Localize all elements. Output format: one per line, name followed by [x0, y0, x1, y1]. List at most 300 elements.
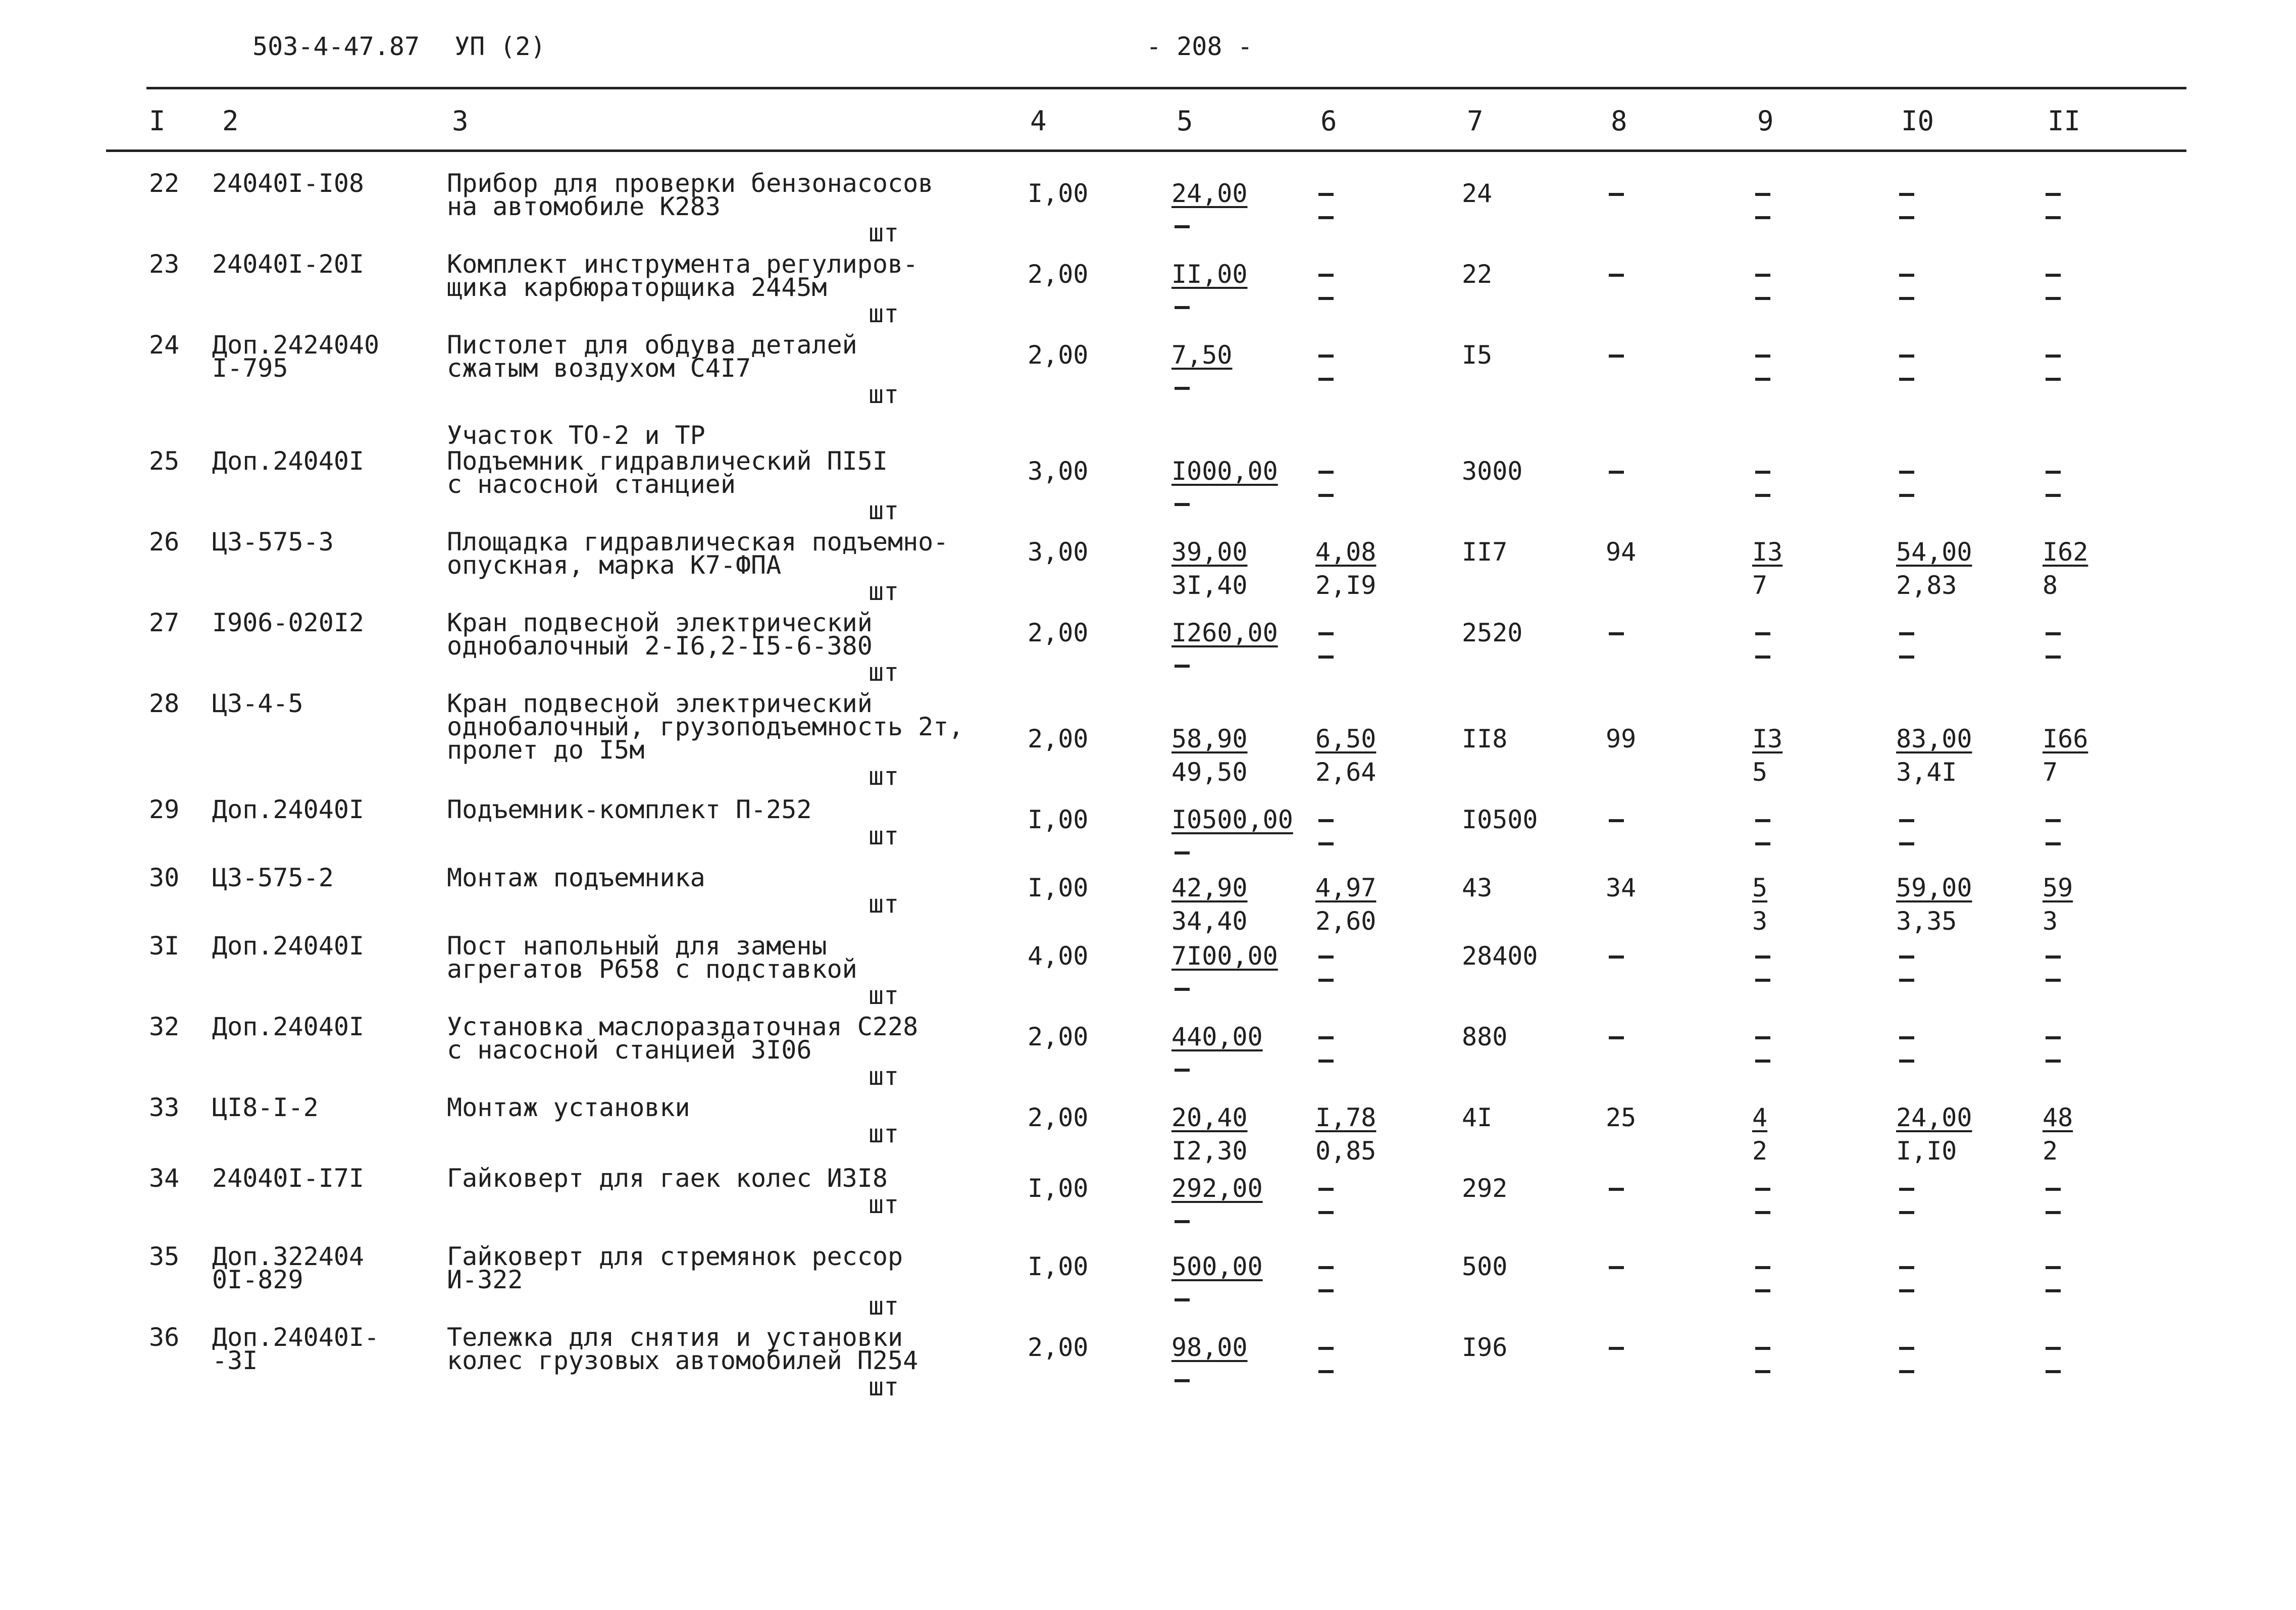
quantity: 2,00	[1028, 260, 1089, 289]
value-col-11	[2043, 1336, 2061, 1373]
value-bottom: 2,I9	[1315, 571, 1376, 600]
value-bottom: 2,60	[1315, 907, 1376, 936]
sheet-label: УП (2)	[454, 32, 546, 61]
value-col-6	[1315, 808, 1334, 845]
value-col-7: I96	[1462, 1333, 1508, 1362]
value-col-7: I5	[1462, 340, 1493, 370]
item-name-line: Гайковерт для гаек колес И3I8	[447, 1164, 888, 1193]
value-col-8: 94	[1606, 537, 1637, 567]
dash-mark	[1318, 378, 1334, 381]
value-col-9	[1752, 263, 1770, 300]
value-col-11	[2043, 1025, 2061, 1063]
item-name-line: с насосной станцией	[447, 470, 736, 499]
dash-mark	[1609, 955, 1624, 959]
dash-mark	[2046, 979, 2061, 982]
value-top: 20,40	[1171, 1103, 1248, 1132]
value-col-7: 2520	[1462, 618, 1523, 647]
dash-mark	[1899, 632, 1914, 635]
dash-mark	[2046, 1211, 2061, 1214]
dash-mark	[2046, 819, 2061, 822]
column-header-1: I	[149, 105, 166, 137]
item-name-line: Установка маслораздаточная С228	[447, 1012, 919, 1041]
dash-mark	[2046, 1370, 2061, 1373]
value-top: 59,00	[1896, 873, 1972, 902]
item-name	[447, 1093, 690, 1122]
value-col-7: 500	[1462, 1252, 1508, 1281]
unit-label: шт	[869, 889, 899, 919]
dash-mark	[1899, 819, 1914, 822]
item-code	[212, 608, 365, 637]
dash-mark	[1899, 494, 1914, 497]
column-header-10: I0	[1901, 105, 1934, 137]
unit-label: шт	[869, 496, 899, 525]
dash-mark	[1318, 979, 1334, 982]
value-bottom: 3	[2043, 907, 2058, 936]
dash-mark	[1899, 979, 1914, 982]
item-code-line: I906-020I2	[212, 608, 365, 637]
value-col-9	[1752, 1025, 1770, 1063]
value-col-5	[1171, 805, 1293, 854]
value-col-8: 34	[1606, 873, 1637, 902]
value-col-6	[1315, 621, 1334, 659]
dash-mark	[1755, 378, 1770, 381]
dash-mark	[1609, 632, 1624, 635]
dash-mark	[1175, 851, 1190, 854]
value-col-8	[1606, 1255, 1624, 1269]
dash-mark	[1318, 819, 1334, 822]
quantity: 2,00	[1028, 1022, 1089, 1051]
value-top: I3	[1752, 537, 1783, 567]
value-col-10	[1896, 460, 1914, 497]
dash-mark	[2046, 471, 2061, 474]
dash-mark	[1899, 1347, 1914, 1350]
row-number: 34	[149, 1164, 180, 1193]
quantity: 4,00	[1028, 941, 1089, 971]
row-number: 27	[149, 608, 180, 637]
quantity: 3,00	[1028, 537, 1089, 567]
value-col-10	[1896, 1025, 1914, 1063]
dash-mark	[1318, 193, 1334, 196]
value-col-6	[1315, 724, 1376, 787]
dash-mark	[1175, 988, 1190, 991]
value-col-10	[1896, 873, 1972, 936]
row-number: 32	[149, 1012, 180, 1041]
value-top: 42,90	[1171, 873, 1248, 902]
dash-mark	[1318, 1188, 1334, 1191]
value-bottom: 34,40	[1171, 907, 1248, 936]
value-col-5	[1171, 1252, 1263, 1301]
item-name-line: щика карбюраторщика 2445м	[447, 273, 827, 302]
unit-label: шт	[869, 1190, 899, 1219]
row-number: 24	[149, 330, 180, 360]
value-col-6	[1315, 873, 1376, 936]
unit-label: шт	[869, 1119, 899, 1148]
value-bottom: 3,35	[1896, 907, 1957, 936]
value-col-5	[1171, 457, 1278, 506]
value-bottom: 7	[1752, 571, 1768, 600]
item-name-line: на автомобиле К283	[447, 192, 721, 221]
value-col-10	[1896, 808, 1914, 845]
value-col-11	[2043, 621, 2061, 659]
dash-mark	[1755, 819, 1770, 822]
dash-mark	[1318, 632, 1334, 635]
unit-label: шт	[869, 218, 899, 247]
dash-mark	[1609, 1036, 1624, 1039]
value-col-9	[1752, 944, 1770, 982]
dash-mark	[1899, 1188, 1914, 1191]
value-bottom: 2	[2043, 1136, 2058, 1166]
column-header-9: 9	[1757, 105, 1774, 137]
value-col-8	[1606, 460, 1624, 474]
value-col-9	[1752, 537, 1783, 600]
dash-mark	[2046, 1188, 2061, 1191]
value-bottom: 8	[2043, 571, 2058, 600]
dash-mark	[1899, 1211, 1914, 1214]
value-bottom: 7	[2043, 758, 2058, 787]
item-name	[447, 689, 964, 765]
value-col-6	[1315, 1255, 1334, 1292]
dash-mark	[2046, 193, 2061, 196]
item-code	[212, 1242, 365, 1294]
value-col-11	[2043, 343, 2061, 381]
value-top: 39,00	[1171, 537, 1248, 567]
dash-mark	[2046, 1347, 2061, 1350]
dash-mark	[1175, 1298, 1190, 1301]
value-col-5	[1171, 537, 1248, 600]
item-code-line: 24040I-I7I	[212, 1164, 365, 1193]
quantity: I,00	[1028, 1252, 1089, 1281]
value-col-10	[1896, 621, 1914, 659]
value-col-6	[1315, 263, 1334, 300]
item-name	[447, 1012, 919, 1065]
value-col-7: I0500	[1462, 805, 1538, 834]
item-code-line: Доп.24040I	[212, 1012, 365, 1041]
value-bottom: 5	[1752, 758, 1768, 787]
item-code	[212, 527, 334, 557]
value-col-10	[1896, 263, 1914, 300]
value-bottom: I2,30	[1171, 1136, 1248, 1166]
row-number: 30	[149, 863, 180, 892]
value-top: 500,00	[1171, 1252, 1263, 1281]
value-top: 292,00	[1171, 1174, 1263, 1203]
value-col-5	[1171, 1333, 1248, 1382]
item-code	[212, 689, 303, 718]
value-col-10	[1896, 182, 1914, 219]
dash-mark	[2046, 955, 2061, 959]
dash-mark	[1318, 1060, 1334, 1063]
item-code-line: Ц3-575-2	[212, 863, 334, 892]
value-col-10	[1896, 343, 1914, 381]
item-name-line: Гайковерт для стремянок рессор	[447, 1242, 903, 1271]
dash-mark	[1318, 1036, 1334, 1039]
dash-mark	[1755, 216, 1770, 219]
item-code-line: Доп.322404	[212, 1242, 365, 1271]
row-number: 33	[149, 1093, 180, 1122]
unit-label: шт	[869, 380, 899, 409]
column-header-6: 6	[1320, 105, 1337, 137]
dash-mark	[1899, 297, 1914, 300]
value-top: 4,97	[1315, 873, 1376, 902]
value-col-5	[1171, 941, 1278, 991]
item-name-line: опускная, марка К7-ФПА	[447, 550, 782, 580]
value-bottom: 0,85	[1315, 1136, 1376, 1166]
item-name	[447, 169, 934, 221]
dash-mark	[2046, 632, 2061, 635]
row-number: 26	[149, 527, 180, 557]
item-code-line: Доп.24040I	[212, 446, 365, 476]
value-col-8	[1606, 1025, 1624, 1039]
column-header-3: 3	[452, 105, 469, 137]
dash-mark	[1899, 955, 1914, 959]
item-name	[447, 1323, 919, 1375]
value-col-9	[1752, 1336, 1770, 1373]
dash-mark	[2046, 355, 2061, 358]
item-code	[212, 931, 365, 961]
unit-label: шт	[869, 762, 899, 791]
dash-mark	[1755, 1347, 1770, 1350]
dash-mark	[1175, 225, 1190, 228]
value-top: I66	[2043, 724, 2088, 753]
value-col-6	[1315, 537, 1376, 600]
dash-mark	[1755, 1060, 1770, 1063]
dash-mark	[1899, 1036, 1914, 1039]
value-col-8: 25	[1606, 1103, 1637, 1132]
value-col-11	[2043, 263, 2061, 300]
dash-mark	[1318, 471, 1334, 474]
value-top: 98,00	[1171, 1333, 1248, 1362]
quantity: 2,00	[1028, 340, 1089, 370]
value-bottom: 2,83	[1896, 571, 1957, 600]
item-name-line: Прибор для проверки бензонасосов	[447, 169, 934, 198]
dash-mark	[1318, 1211, 1334, 1214]
dash-mark	[1609, 819, 1624, 822]
value-col-11	[2043, 460, 2061, 497]
value-col-11	[2043, 182, 2061, 219]
quantity: 2,00	[1028, 1103, 1089, 1132]
unit-label: шт	[869, 981, 899, 1010]
value-col-6	[1315, 1177, 1334, 1214]
item-name	[447, 1164, 888, 1193]
dash-mark	[1318, 656, 1334, 659]
value-col-7: 880	[1462, 1022, 1508, 1051]
value-col-9	[1752, 1103, 1768, 1166]
dash-mark	[2046, 1289, 2061, 1292]
value-top: I,78	[1315, 1103, 1376, 1132]
column-header-7: 7	[1467, 105, 1484, 137]
value-top: 5	[1752, 873, 1768, 902]
dash-mark	[1755, 193, 1770, 196]
value-bottom: 3	[1752, 907, 1768, 936]
value-col-10	[1896, 1255, 1914, 1292]
item-code-line: I-795	[212, 354, 288, 383]
dash-mark	[1609, 1188, 1624, 1191]
value-col-6	[1315, 944, 1334, 982]
value-top: 83,00	[1896, 724, 1972, 753]
quantity: 2,00	[1028, 724, 1089, 753]
value-col-6	[1315, 460, 1334, 497]
value-top: 4	[1752, 1103, 1768, 1132]
dash-mark	[1609, 193, 1624, 196]
unit-label: шт	[869, 1372, 899, 1401]
item-code	[212, 1093, 319, 1122]
column-header-5: 5	[1177, 105, 1193, 137]
item-name-line: Комплект инструмента регулиров-	[447, 249, 919, 279]
dash-mark	[1609, 1266, 1624, 1269]
value-bottom: 49,50	[1171, 758, 1248, 787]
row-number: 22	[149, 169, 180, 198]
dash-mark	[1755, 1266, 1770, 1269]
item-name-line: однобалочный 2-I6,2-I5-6-380	[447, 631, 873, 661]
document-code: 503-4-47.87	[252, 32, 420, 61]
value-col-6	[1315, 1336, 1334, 1373]
item-code	[212, 1323, 380, 1375]
value-col-11	[2043, 944, 2061, 982]
item-code	[212, 1012, 365, 1041]
dash-mark	[2046, 216, 2061, 219]
dash-mark	[1899, 1060, 1914, 1063]
value-col-8	[1606, 944, 1624, 959]
value-col-7: II7	[1462, 537, 1508, 567]
item-name	[447, 446, 888, 499]
item-name	[447, 795, 812, 824]
item-name-line: пролет до I5м	[447, 735, 645, 765]
value-col-7: 43	[1462, 873, 1493, 902]
value-col-9	[1752, 621, 1770, 659]
dash-mark	[2046, 297, 2061, 300]
dash-mark	[1755, 1036, 1770, 1039]
item-name-line: Площадка гидравлическая подъемно-	[447, 527, 949, 557]
column-header-8: 8	[1611, 105, 1627, 137]
item-code	[212, 330, 380, 383]
section-title: Участок ТО-2 и ТР	[447, 421, 705, 450]
item-name	[447, 249, 919, 302]
item-name-line: И-322	[447, 1265, 523, 1294]
unit-label: шт	[869, 299, 899, 328]
dash-mark	[1755, 632, 1770, 635]
dash-mark	[1318, 355, 1334, 358]
row-number: 36	[149, 1323, 180, 1352]
dash-mark	[1755, 1211, 1770, 1214]
dash-mark	[1318, 216, 1334, 219]
value-col-7: 3000	[1462, 457, 1523, 486]
value-col-9	[1752, 460, 1770, 497]
value-col-7: II8	[1462, 724, 1508, 753]
value-col-8	[1606, 182, 1624, 196]
row-number: 3I	[149, 931, 180, 961]
value-top: 24,00	[1896, 1103, 1972, 1132]
value-col-5	[1171, 260, 1248, 309]
dash-mark	[1899, 656, 1914, 659]
dash-mark	[1899, 193, 1914, 196]
row-number: 28	[149, 689, 180, 718]
dash-mark	[1175, 1220, 1190, 1223]
row-number: 29	[149, 795, 180, 824]
dash-mark	[2046, 842, 2061, 845]
item-code-line: Доп.24040I-	[212, 1323, 380, 1352]
dash-mark	[1899, 378, 1914, 381]
value-col-5	[1171, 1174, 1263, 1223]
dash-mark	[1175, 387, 1190, 390]
dash-mark	[1755, 274, 1770, 277]
row-number: 25	[149, 446, 180, 476]
value-col-6	[1315, 1103, 1376, 1166]
item-code-line: Доп.2424040	[212, 330, 380, 360]
unit-label: шт	[869, 1062, 899, 1091]
item-name	[447, 608, 873, 661]
dash-mark	[1755, 471, 1770, 474]
dash-mark	[2046, 1266, 2061, 1269]
dash-mark	[1175, 1379, 1190, 1382]
item-name-line: Тележка для снятия и установки	[447, 1323, 903, 1352]
quantity: 2,00	[1028, 1333, 1089, 1362]
item-name-line: Кран подвесной электрический	[447, 689, 873, 718]
value-col-7: 28400	[1462, 941, 1538, 971]
value-col-7: 24	[1462, 179, 1493, 208]
unit-label: шт	[869, 577, 899, 606]
item-code-line: Доп.24040I	[212, 795, 365, 824]
value-bottom: 2	[1752, 1136, 1768, 1166]
value-top: 48	[2043, 1103, 2073, 1132]
item-name-line: Монтаж подъемника	[447, 863, 705, 892]
value-col-9	[1752, 724, 1783, 787]
dash-mark	[1899, 1289, 1914, 1292]
value-top: 6,50	[1315, 724, 1376, 753]
item-code-line: ЦI8-I-2	[212, 1093, 319, 1122]
value-top: I62	[2043, 537, 2088, 567]
item-code-line: Ц3-4-5	[212, 689, 303, 718]
value-col-11	[2043, 537, 2088, 600]
item-name-line: Пост напольный для замены	[447, 931, 827, 961]
value-col-8: 99	[1606, 724, 1637, 753]
unit-label: шт	[869, 1291, 899, 1321]
value-col-10	[1896, 537, 1972, 600]
value-col-10	[1896, 944, 1914, 982]
dash-mark	[1755, 1188, 1770, 1191]
unit-label: шт	[869, 658, 899, 687]
dash-mark	[2046, 656, 2061, 659]
item-code	[212, 795, 365, 824]
value-col-10	[1896, 1336, 1914, 1373]
dash-mark	[1609, 471, 1624, 474]
dash-mark	[1318, 1370, 1334, 1373]
item-name	[447, 330, 857, 383]
dash-mark	[2046, 1036, 2061, 1039]
dash-mark	[2046, 378, 2061, 381]
dash-mark	[1755, 979, 1770, 982]
item-name	[447, 931, 857, 984]
item-code-line: 24040I-20I	[212, 249, 365, 279]
item-code	[212, 1164, 365, 1193]
value-col-11	[2043, 1103, 2073, 1166]
value-col-9	[1752, 1177, 1770, 1214]
value-bottom: 2,64	[1315, 758, 1376, 787]
value-col-5	[1171, 340, 1233, 390]
quantity: 3,00	[1028, 457, 1089, 486]
dash-mark	[1899, 1370, 1914, 1373]
dash-mark	[1755, 955, 1770, 959]
value-top: I000,00	[1171, 457, 1278, 486]
dash-mark	[1899, 216, 1914, 219]
value-col-10	[1896, 1103, 1972, 1166]
value-col-9	[1752, 182, 1770, 219]
value-top: 440,00	[1171, 1022, 1263, 1051]
dash-mark	[1899, 355, 1914, 358]
item-code-line: 0I-829	[212, 1265, 303, 1294]
value-top: 58,90	[1171, 724, 1248, 753]
quantity: I,00	[1028, 1174, 1089, 1203]
value-col-5	[1171, 1103, 1248, 1166]
value-top: I3	[1752, 724, 1783, 753]
